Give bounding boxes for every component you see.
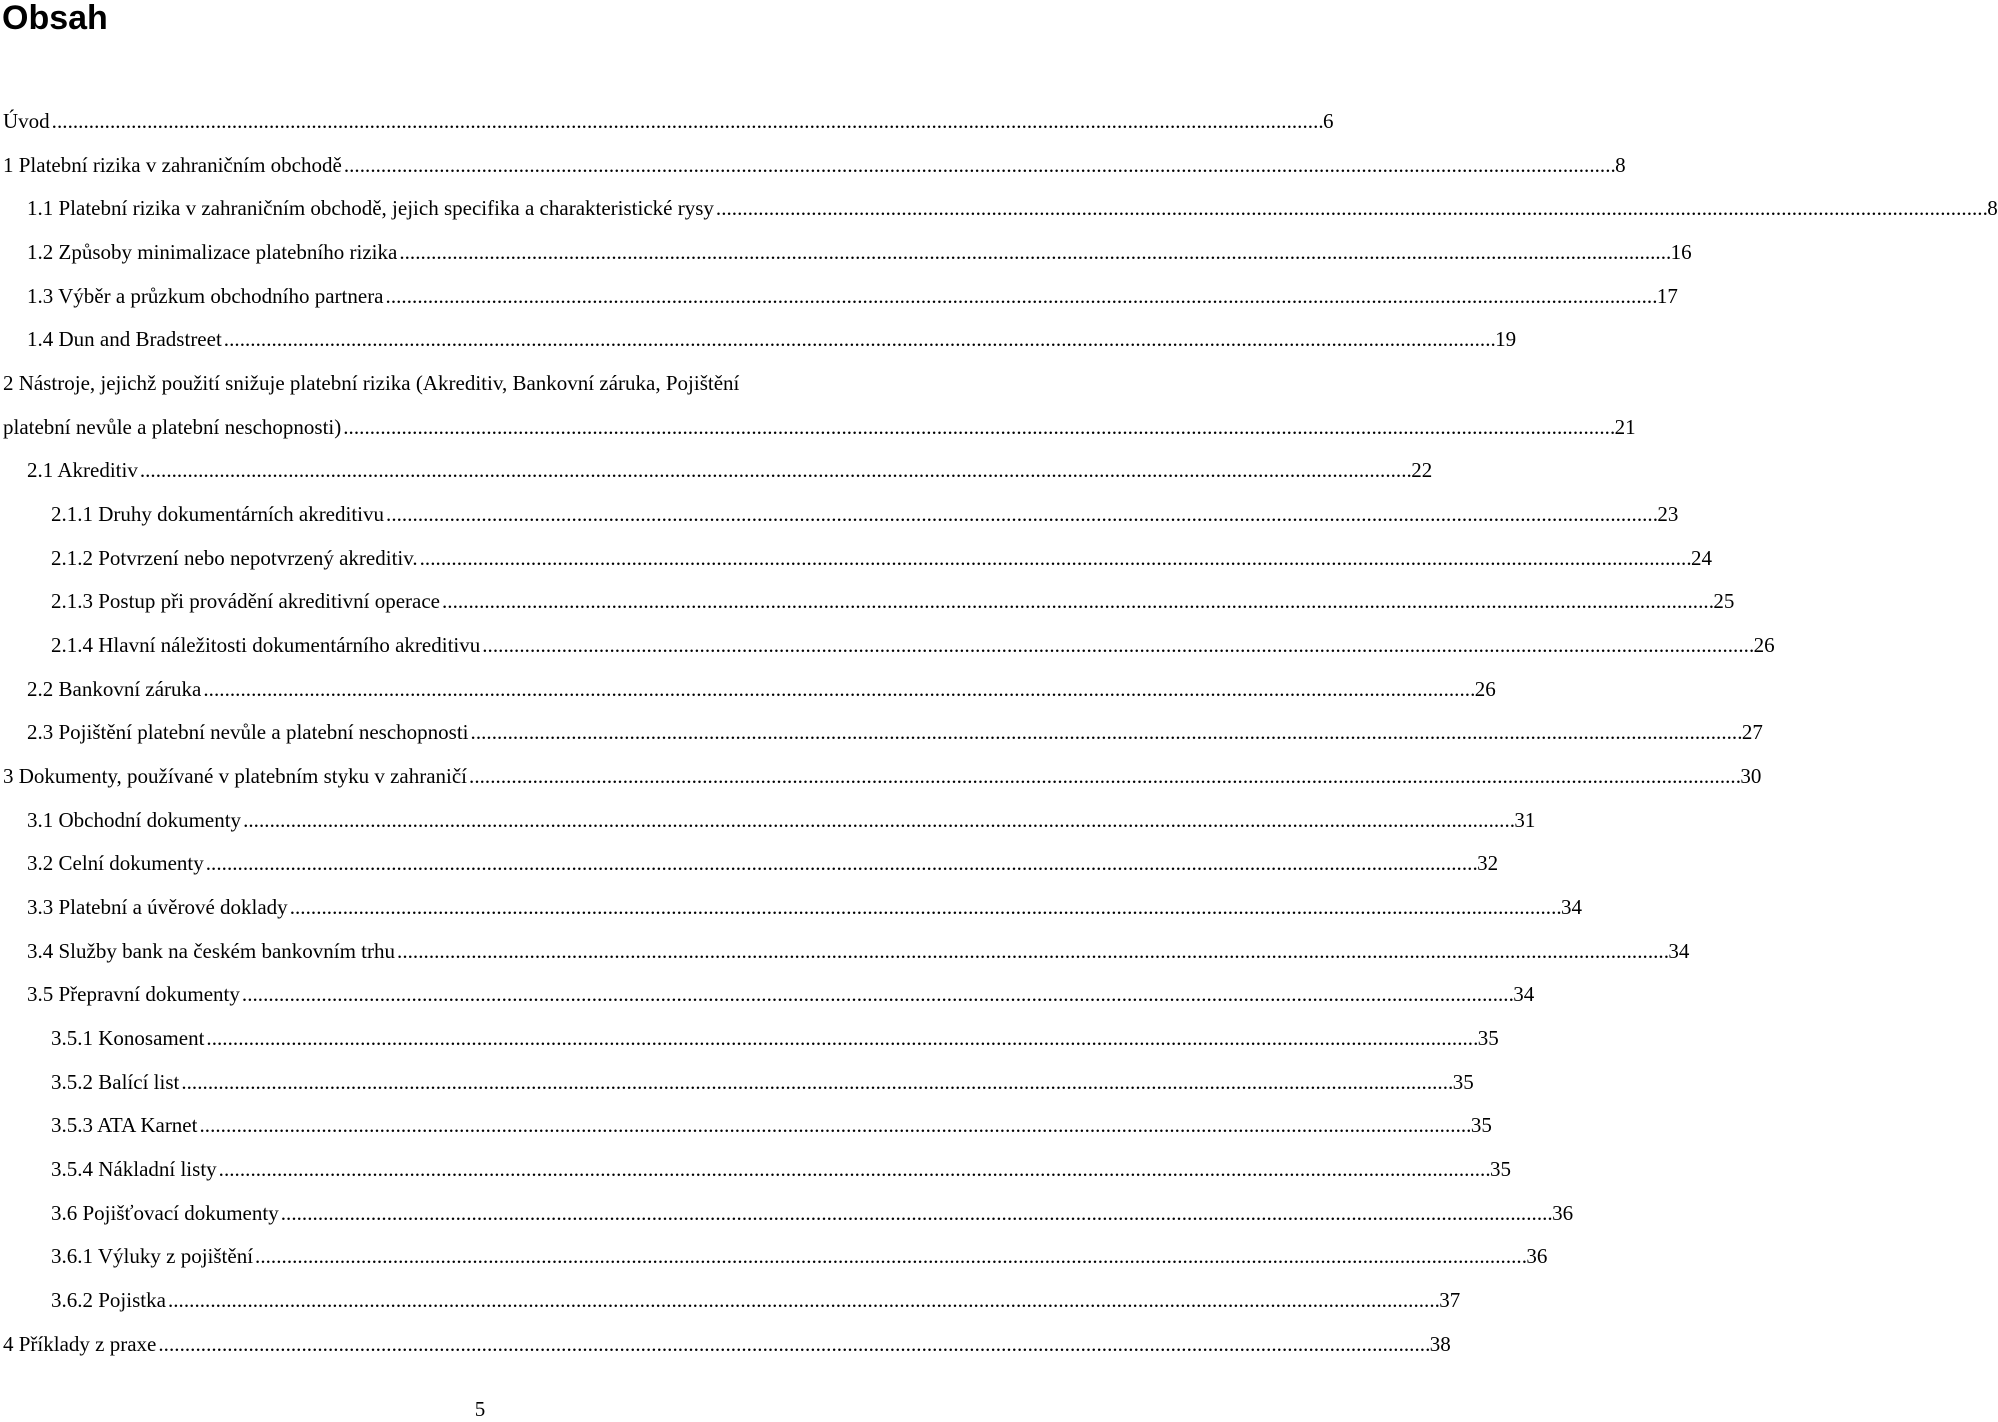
toc-entry-ch2-first-line[interactable]: 2 Nástroje, jejichž použití snižuje platební rizika (Akreditiv, Bankovní záruka, Pojištění xyxy=(3,371,740,395)
toc-entry-page: 36 xyxy=(1526,1244,1548,1268)
toc-entry-ch3[interactable] xyxy=(3,761,1762,791)
toc-entry-title: 2.1.3 Postup při provádění akreditivní operace xyxy=(51,589,440,613)
toc-entry-ch4[interactable] xyxy=(3,1329,1451,1359)
toc-entry-page: 6 xyxy=(1323,109,1334,133)
toc-entry-ch3-5-3[interactable] xyxy=(51,1110,1492,1140)
toc-entry-title: 2.2 Bankovní záruka xyxy=(27,677,202,701)
toc-entry-title: 3.5 Přepravní dokumenty xyxy=(27,982,240,1006)
toc-entry-ch3-6-1[interactable] xyxy=(51,1241,1548,1271)
toc-entry-title: 3.1 Obchodní dokumenty xyxy=(27,808,242,832)
toc-entry-title: 3.2 Celní dokumenty xyxy=(27,851,204,875)
toc-entry-ch3-5-4[interactable] xyxy=(51,1154,1512,1184)
toc-entry-title: 3.5.1 Konosament xyxy=(51,1026,205,1050)
toc-dot-leader xyxy=(52,106,1321,136)
toc-entry-page: 37 xyxy=(1439,1288,1461,1312)
toc-entry-ch3-6-2[interactable] xyxy=(51,1285,1461,1315)
toc-entry-ch2-3[interactable] xyxy=(27,717,1763,747)
toc-entry-page: 35 xyxy=(1452,1070,1474,1094)
toc-entry-page: 25 xyxy=(1713,589,1735,613)
toc-entry-title: Úvod xyxy=(3,109,50,133)
toc-dot-leader xyxy=(158,1329,1427,1359)
page-number: 5 xyxy=(474,1397,486,1421)
toc-dot-leader xyxy=(442,586,1711,616)
toc-entry-title: 2.1.4 Hlavní náležitosti dokumentárního akreditivu xyxy=(51,633,481,657)
toc-entry-page: 16 xyxy=(1670,240,1692,264)
toc-dot-leader xyxy=(281,1198,1550,1228)
toc-entry-ch1[interactable] xyxy=(3,150,1626,180)
toc-entry-page: 22 xyxy=(1411,458,1433,482)
toc-dot-leader xyxy=(397,936,1666,966)
toc-dot-leader xyxy=(469,761,1738,791)
toc-entry-ch2[interactable] xyxy=(3,412,1636,442)
toc-dot-leader xyxy=(168,1285,1437,1315)
toc-entry-page: 35 xyxy=(1470,1113,1492,1137)
toc-entry-title: 3 Dokumenty, používané v platebním styku v zahraničí xyxy=(3,764,468,788)
toc-entry-uvod[interactable] xyxy=(3,106,1334,136)
toc-entry-title: 3.4 Služby bank na českém bankovním trhu xyxy=(27,939,396,963)
toc-entry-ch2-1-1[interactable] xyxy=(51,499,1679,529)
toc-entry-page: 32 xyxy=(1477,851,1499,875)
toc-entry-page: 17 xyxy=(1656,284,1678,308)
toc-entry-ch3-2[interactable] xyxy=(27,848,1499,878)
toc-dot-leader xyxy=(140,455,1409,485)
toc-entry-title: 4 Příklady z praxe xyxy=(3,1332,157,1356)
toc-entry-ch3-5-2[interactable] xyxy=(51,1067,1474,1097)
toc-dot-leader xyxy=(181,1067,1450,1097)
toc-dot-leader xyxy=(255,1241,1524,1271)
toc-entry-page: 30 xyxy=(1740,764,1762,788)
toc-dot-leader xyxy=(203,674,1472,704)
toc-entry-page: 27 xyxy=(1741,720,1763,744)
toc-entry-title: 3.6 Pojišťovací dokumenty xyxy=(51,1201,279,1225)
toc-entry-page: 19 xyxy=(1495,327,1517,351)
toc-entry-page: 8 xyxy=(1987,196,1998,220)
toc-entry-ch1-4[interactable] xyxy=(27,324,1517,354)
toc-entry-ch2-1-3[interactable] xyxy=(51,586,1735,616)
toc-dot-leader xyxy=(290,892,1559,922)
toc-entry-ch2-1-2[interactable] xyxy=(51,543,1712,573)
toc-entry-ch3-5[interactable] xyxy=(27,979,1535,1009)
toc-entry-ch2-2[interactable] xyxy=(27,674,1496,704)
toc-dot-leader xyxy=(243,805,1512,835)
toc-entry-title: 1.3 Výběr a průzkum obchodního partnera xyxy=(27,284,384,308)
toc-entry-page: 21 xyxy=(1614,415,1636,439)
toc-entry-title: 1 Platební rizika v zahraničním obchodě xyxy=(3,153,342,177)
toc-entry-page: 35 xyxy=(1477,1026,1499,1050)
toc-dot-leader xyxy=(199,1110,1468,1140)
toc-entry-ch1-1[interactable] xyxy=(27,193,1998,223)
toc-entry-title: 3.5.3 ATA Karnet xyxy=(51,1113,198,1137)
toc-dot-leader xyxy=(206,848,1475,878)
toc-entry-page: 8 xyxy=(1615,153,1626,177)
page-title: Obsah xyxy=(2,0,108,37)
toc-entry-title: 3.6.2 Pojistka xyxy=(51,1288,166,1312)
toc-entry-page: 31 xyxy=(1514,808,1536,832)
toc-entry-page: 34 xyxy=(1561,895,1583,919)
toc-entry-title: 2.3 Pojištění platební nevůle a platební neschopnosti xyxy=(27,720,469,744)
toc-entry-page: 38 xyxy=(1429,1332,1451,1356)
toc-dot-leader xyxy=(206,1023,1475,1053)
toc-entry-page: 26 xyxy=(1753,633,1775,657)
toc-entry-title: 2.1.1 Druhy dokumentárních akreditivu xyxy=(51,502,385,526)
toc-entry-ch2-1-4[interactable] xyxy=(51,630,1775,660)
toc-dot-leader xyxy=(344,150,1613,180)
toc-entry-title: platební nevůle a platební neschopnosti) xyxy=(3,415,342,439)
toc-entry-page: 35 xyxy=(1490,1157,1512,1181)
toc-entry-ch1-3[interactable] xyxy=(27,281,1678,311)
toc-entry-title: 3.5.4 Nákladní listy xyxy=(51,1157,217,1181)
toc-entry-title: 2.1 Akreditiv xyxy=(27,458,138,482)
toc-dot-leader xyxy=(386,499,1655,529)
toc-dot-leader xyxy=(242,979,1511,1009)
toc-entry-page: 24 xyxy=(1690,546,1712,570)
toc-entry-ch3-6[interactable] xyxy=(51,1198,1574,1228)
toc-entry-title: 3.6.1 Výluky z pojištění xyxy=(51,1244,254,1268)
toc-entry-title: 3.3 Platební a úvěrové doklady xyxy=(27,895,288,919)
toc-entry-ch1-2[interactable] xyxy=(27,237,1692,267)
toc-entry-title: 2.1.2 Potvrzení nebo nepotvrzený akreditiv. xyxy=(51,546,418,570)
toc-dot-leader xyxy=(399,237,1668,267)
toc-entry-page: 36 xyxy=(1552,1201,1574,1225)
toc-dot-leader xyxy=(343,412,1612,442)
toc-entry-ch3-4[interactable] xyxy=(27,936,1690,966)
toc-dot-leader xyxy=(420,543,1689,573)
toc-dot-leader xyxy=(716,193,1985,223)
toc-entry-title: 1.1 Platební rizika v zahraničním obchodě, jejich specifika a charakteristické rysy xyxy=(27,196,714,220)
toc-entry-ch2-1[interactable] xyxy=(27,455,1433,485)
toc-entry-page: 34 xyxy=(1513,982,1535,1006)
toc-dot-leader xyxy=(386,281,1655,311)
toc-entry-ch3-3[interactable] xyxy=(27,892,1583,922)
toc-dot-leader xyxy=(482,630,1751,660)
toc-entry-title: 1.2 Způsoby minimalizace platebního rizika xyxy=(27,240,398,264)
toc-dot-leader xyxy=(471,717,1740,747)
toc-entry-page: 26 xyxy=(1474,677,1496,701)
toc-entry-page: 23 xyxy=(1657,502,1679,526)
toc-entry-ch3-1[interactable] xyxy=(27,805,1536,835)
toc-entry-title: 1.4 Dun and Bradstreet xyxy=(27,327,222,351)
toc-dot-leader xyxy=(224,324,1493,354)
toc-entry-page: 34 xyxy=(1668,939,1690,963)
toc-entry-title: 3.5.2 Balící list xyxy=(51,1070,180,1094)
toc-entry-ch3-5-1[interactable] xyxy=(51,1023,1499,1053)
toc-dot-leader xyxy=(219,1154,1488,1184)
